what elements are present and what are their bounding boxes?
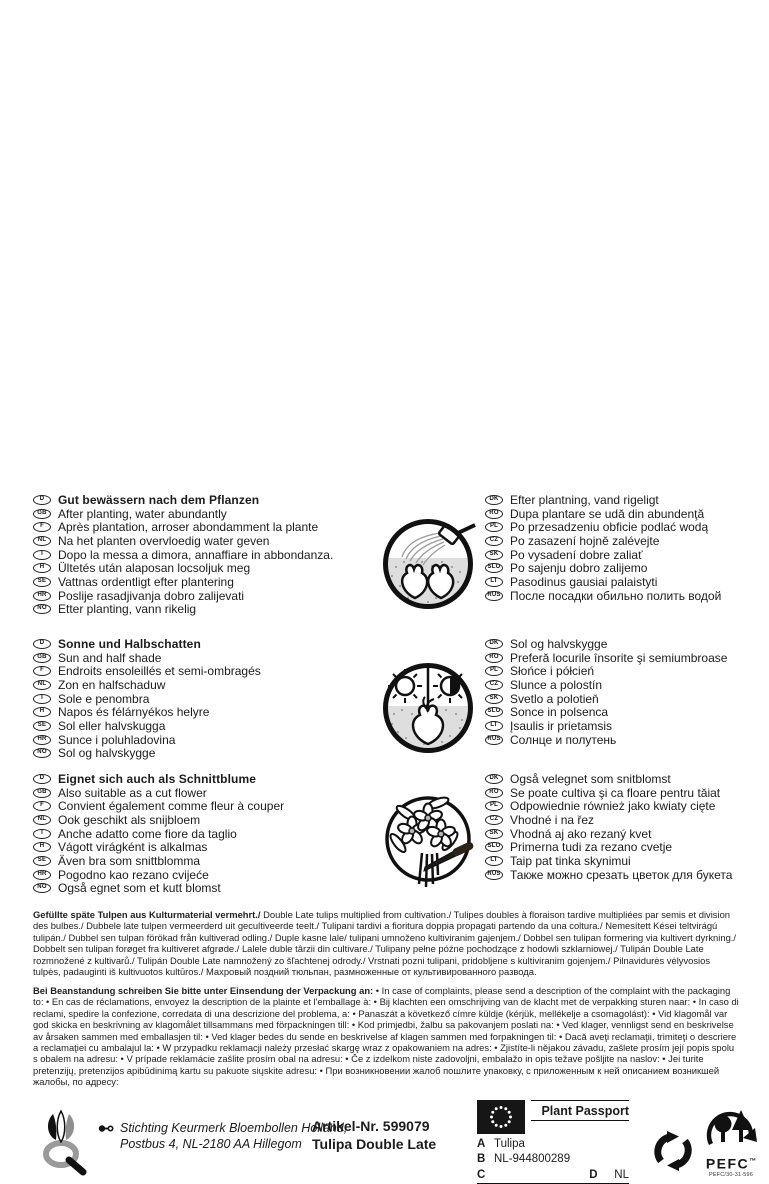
instruction-text: Zon en halfschaduw	[58, 677, 166, 692]
instruction-text: Pogodno kao rezano cvijeće	[58, 867, 209, 882]
brand-address-line2: Postbus 4, NL-2180 AA Hillegom	[120, 1137, 302, 1151]
language-badge: SLO	[485, 707, 503, 717]
language-badge: H	[33, 563, 51, 573]
pefc-trademark: ™	[749, 1158, 757, 1165]
language-column-left	[33, 637, 371, 760]
passport-value-d: NL	[614, 1168, 629, 1181]
instruction-line	[485, 589, 745, 603]
instruction-line	[485, 678, 745, 692]
sun-half-shade-icon	[378, 656, 478, 756]
instruction-text: Sunce i poluhladovina	[58, 732, 176, 747]
instruction-line	[485, 493, 745, 507]
instruction-text: Ültetés után alaposan locsoljuk meg	[58, 561, 251, 576]
instruction-line	[33, 548, 371, 562]
language-badge: NL	[33, 815, 51, 825]
instruction-line	[33, 854, 371, 868]
instruction-text: Sonne und Halbschatten	[58, 636, 201, 651]
instruction-text: Napos és félárnyékos helyre	[58, 705, 210, 720]
language-column-left	[33, 493, 371, 616]
language-badge: SE	[33, 577, 51, 587]
instruction-section-cut-flower	[33, 772, 745, 895]
instruction-line	[33, 561, 371, 575]
instruction-text: Po przesadzeniu obficie podlać wodą	[510, 520, 709, 535]
instruction-line	[485, 651, 745, 665]
instruction-text: Taip pat tinka skynimui	[510, 853, 631, 868]
instruction-text: Sonce in polsenca	[510, 705, 609, 720]
recycling-icon	[652, 1130, 694, 1177]
instruction-line	[33, 868, 371, 882]
instruction-text: After planting, water abundantly	[58, 506, 227, 521]
pictogram-box	[371, 637, 485, 760]
watering-icon	[378, 512, 478, 612]
instruction-text: Efter plantning, vand rigeligt	[510, 492, 659, 507]
language-badge: GB	[33, 788, 51, 798]
instruction-text: Also suitable as a cut flower	[58, 785, 207, 800]
instruction-line	[33, 507, 371, 521]
pictogram-box	[371, 493, 485, 616]
instruction-text: Vhodné i na řez	[510, 812, 595, 827]
instruction-line	[485, 561, 745, 575]
pefc-logo	[698, 1104, 764, 1178]
instruction-line	[33, 882, 371, 896]
instruction-line	[33, 651, 371, 665]
instruction-text: Odpowiednie również jako kwiaty cięte	[510, 799, 716, 814]
instruction-line	[485, 772, 745, 786]
instruction-text: Slunce a polostín	[510, 677, 603, 692]
instruction-text: Также можно срезать цветок для букета	[510, 867, 733, 882]
language-badge: PL	[485, 801, 503, 811]
language-badge: LT	[485, 721, 503, 731]
instruction-text: Après plantation, arroser abondamment la plante	[58, 520, 319, 535]
instruction-text: Sol eller halvskugga	[58, 718, 166, 733]
language-badge: H	[33, 842, 51, 852]
instruction-line	[485, 520, 745, 534]
language-column-right	[485, 772, 745, 895]
instruction-line	[33, 705, 371, 719]
plant-passport-title: Plant Passport	[541, 1103, 629, 1118]
instruction-line	[33, 493, 371, 507]
language-badge: HR	[33, 591, 51, 601]
instruction-line	[485, 786, 745, 800]
instruction-text: Anche adatto come fiore da taglio	[58, 826, 237, 841]
language-badge: NL	[33, 536, 51, 546]
instruction-text: Convient également comme fleur à couper	[58, 799, 285, 814]
instruction-text: Dopo la messa a dimora, annaffiare in abbondanza.	[58, 547, 334, 562]
instruction-text: Sole e penombra	[58, 691, 150, 706]
complaints-note-text: • In case of complaints, please send a description of the complaint with the packaging to: • En cas de réclamations, envoyez la description de la plainte et l'emballage à: • Bij klachten een omschrijving van de klacht met de verpakking sturen naar: • In caso di reclami, spedire la confezione, corredata di una descrizione del problema, a: • Panaszát a következő címre küldje (kérjük, mellékelje a csomagolást): • Vid klagomål var god skicka en beskrivning av klagomålet tillsammans med förpackningen till: • Kod primjedbi, žalbu sa pakovanjem poslati na: • Ved klager, vennligst send en beskrivelse av årsaken sammen med emballasjen til: • Ved klager bedes du sende en beskrivelse af klagen sammen med forpakningen til: • Dacă aveţi reclamaţii, trimiteţi o descriere a reclamaţiei cu ambalajul la: • W przypadku reklamacji należy przesłać skargę wraz z opakowaniem na adres: • Zjistíte-li nějakou závadu, zašlete prosím její popis spolu s obalem na adresu: • V prípade reklamácie zašlite prosím obal na adresu: • Če z izdelkom niste zadovoljni, embalažo in opis težave pošljite na naslov: • Jei turite pretenzijų, pretenzijos apibūdinimą kartu su pakuote siųskite adresu: • При возникновении жалоб пошлите упаковку, с приложенным к ней описанием возникшей жалобы, по адресу:	[33, 985, 739, 1088]
language-column-left	[33, 772, 371, 895]
instruction-text: Primerna tudi za rezano cvetje	[510, 840, 673, 855]
complaints-note-lead: Bei Beanstandung schreiben Sie bitte unter Einsendung der Verpackung an:	[33, 985, 374, 996]
instruction-line	[33, 664, 371, 678]
instruction-text: Også egnet som et kutt blomst	[58, 881, 221, 896]
language-badge: F	[33, 666, 51, 676]
instruction-line	[33, 840, 371, 854]
footer	[0, 1098, 769, 1181]
instruction-line	[33, 799, 371, 813]
passport-label-b: B	[477, 1153, 486, 1165]
language-badge: CZ	[485, 536, 503, 546]
instruction-text: Även bra som snittblomma	[58, 853, 201, 868]
language-badge: SK	[485, 550, 503, 560]
instruction-line	[33, 678, 371, 692]
language-badge: LT	[485, 577, 503, 587]
language-badge: SLO	[485, 563, 503, 573]
instruction-line	[485, 854, 745, 868]
instruction-line	[33, 589, 371, 603]
instruction-text: Preferă locurile însorite şi semiumbroase	[510, 650, 728, 665]
language-badge: H	[33, 707, 51, 717]
passport-label-d: D	[589, 1168, 598, 1181]
instruction-line	[485, 507, 745, 521]
language-badge: DK	[485, 495, 503, 505]
instruction-text: Sol og halvskygge	[510, 636, 608, 651]
instruction-text: Vhodná aj ako rezaný kvet	[510, 826, 652, 841]
instruction-line	[485, 705, 745, 719]
instruction-text: Vágott virágként is alkalmas	[58, 840, 208, 855]
language-badge: SK	[485, 829, 503, 839]
language-badge: NO	[33, 604, 51, 614]
language-badge: RUS	[485, 591, 503, 601]
complaints-note	[33, 985, 739, 1088]
instruction-line	[33, 692, 371, 706]
instruction-text: Etter planting, vann rikelig	[58, 602, 197, 617]
language-badge: LT	[485, 856, 503, 866]
language-badge: SE	[33, 721, 51, 731]
instruction-text: Også velegnet som snitblomst	[510, 771, 671, 786]
instruction-line	[485, 799, 745, 813]
instruction-section-sun	[33, 637, 745, 760]
instruction-line	[485, 692, 745, 706]
instruction-text: Vattnas ordentligt efter plantering	[58, 574, 234, 589]
language-badge: DK	[485, 774, 503, 784]
passport-row-b	[477, 1153, 629, 1165]
instruction-line	[33, 747, 371, 761]
instruction-line	[33, 827, 371, 841]
language-column-right	[485, 493, 745, 616]
instruction-section-watering	[33, 493, 745, 616]
instruction-text: Endroits ensoleillés et semi-ombragés	[58, 664, 261, 679]
instruction-line	[33, 575, 371, 589]
propagation-note	[33, 909, 739, 977]
language-badge: RUS	[485, 870, 503, 880]
instruction-line	[33, 719, 371, 733]
pictogram-box	[371, 772, 485, 895]
instruction-text: Įsaulis ir prietamsis	[510, 718, 613, 733]
instruction-text: Po vysadení dobre zaliať	[510, 547, 643, 562]
instruction-line	[485, 827, 745, 841]
instruction-text: Se poate cultiva şi ca floare pentru tăiat	[510, 785, 721, 800]
instruction-text: Pasodinus gausiai palaistyti	[510, 574, 658, 589]
language-badge: F	[33, 801, 51, 811]
pefc-code: PEFC/30-31-596	[708, 1171, 754, 1178]
instruction-line	[33, 603, 371, 617]
language-badge: NO	[33, 883, 51, 893]
instruction-text: Солнце и полутень	[510, 732, 617, 747]
propagation-note-lead: Gefüllte späte Tulpen aus Kulturmaterial vermehrt./	[33, 909, 261, 920]
language-badge: I	[33, 550, 51, 560]
language-badge: PL	[485, 666, 503, 676]
language-badge: D	[33, 495, 51, 505]
language-badge: D	[33, 639, 51, 649]
language-badge: CZ	[485, 815, 503, 825]
instruction-line	[33, 772, 371, 786]
language-badge: RO	[485, 653, 503, 663]
language-badge: NL	[33, 680, 51, 690]
propagation-note-text: Double Late tulips multiplied from cultivation./ Tulipes doubles à floraison tardive multipliées par semis et division des bulbes./ Dubbele late tulpen vermeerderd uit gecultiveerde teelt./ Tulipani tardivi a fioritura doppia propagati partendo da una coltura./ Nemesített Kései teltvirágú tulipán./ Dubbel sen tulpan förökad från kultiverad odling./ Duple kasne lale/ tulipani umnoženo kultiviranim gajenjem./ Dobbel sen tulipan formering via kultivert dyrkning./ Dobbelt sen tulipan forøget fra kultiveret afgrøde./ Lalele duble târzii din cultivare./ Tulipany pełne późne pochodzące z hodowli szklarniowej./ Tulipán Double Late rozmnožené z kultivarů./ Tulipán Double Late namnožený zo šľachtenej odrody./ Vrstnati pozni tulipani, pridobljene s kultiviranim gojenjem./ Pilnavidurės vėlyvosios tulpės, padauginti iš kultivuotos kultūros./ Махровый поздний тюльпан, размноженные от культивированного развода.	[33, 909, 736, 978]
product-name: Tulipa Double Late	[312, 1135, 437, 1152]
passport-value-a: Tulipa	[494, 1137, 525, 1150]
language-badge: DK	[485, 639, 503, 649]
instruction-line	[485, 548, 745, 562]
language-badge: HR	[33, 735, 51, 745]
instruction-text: Słońce i półcień	[510, 664, 595, 679]
instruction-line	[485, 664, 745, 678]
language-badge: RO	[485, 509, 503, 519]
plant-passport	[477, 1100, 629, 1184]
brand-address-line1: Stichting Keurmerk Bloembollen Holland,	[120, 1121, 348, 1135]
instruction-line	[33, 733, 371, 747]
passport-row-a	[477, 1138, 629, 1150]
language-badge: SLO	[485, 842, 503, 852]
instruction-text: После посадки обильно полить водой	[510, 588, 722, 603]
instruction-line	[33, 813, 371, 827]
instruction-text: Po zasazení hojně zalévejte	[510, 533, 660, 548]
language-badge: GB	[33, 653, 51, 663]
language-badge: D	[33, 774, 51, 784]
language-badge: F	[33, 522, 51, 532]
cut-flower-icon	[378, 791, 478, 891]
instruction-line	[485, 733, 745, 747]
instruction-line	[33, 637, 371, 651]
instruction-line	[485, 534, 745, 548]
instruction-text: Ook geschikt als snijbloem	[58, 812, 201, 827]
language-badge: RO	[485, 788, 503, 798]
instruction-line	[485, 868, 745, 882]
instruction-text: Eignet sich auch als Schnittblume	[58, 771, 257, 786]
instruction-text: Gut bewässern nach dem Pflanzen	[58, 492, 260, 507]
article-number: Artikel-Nr. 599079	[312, 1118, 430, 1134]
language-badge: SK	[485, 694, 503, 704]
passport-label-a: A	[477, 1137, 486, 1150]
instruction-line	[485, 840, 745, 854]
keurmerk-logo	[33, 1110, 91, 1181]
instruction-text: Poslije rasadjivanja dobro zalijevati	[58, 588, 245, 603]
language-badge: SE	[33, 856, 51, 866]
instruction-line	[33, 520, 371, 534]
brand-address	[98, 1120, 347, 1152]
instruction-text: Na het planten overvloedig water geven	[58, 533, 270, 548]
eu-flag-icon	[477, 1100, 525, 1134]
passport-label-c: C	[477, 1168, 486, 1181]
language-badge: CZ	[485, 680, 503, 690]
language-badge: PL	[485, 522, 503, 532]
passport-row-cd	[477, 1169, 629, 1184]
key-icon	[98, 1124, 114, 1133]
instruction-text: Sun and half shade	[58, 650, 162, 665]
pefc-label: PEFC™	[705, 1155, 757, 1172]
instruction-line	[485, 637, 745, 651]
instruction-line	[33, 786, 371, 800]
language-badge: NO	[33, 748, 51, 758]
language-badge: RUS	[485, 735, 503, 745]
instruction-text: Svetlo a polotieň	[510, 691, 599, 706]
pefc-trees-icon	[699, 1104, 763, 1150]
passport-value-b: NL-944800289	[494, 1153, 571, 1165]
instruction-line	[485, 719, 745, 733]
instruction-line	[33, 534, 371, 548]
instruction-text: Dupa plantare se udă din abundenţă	[510, 506, 705, 521]
article-block	[312, 1118, 436, 1153]
instruction-text: Po sajenju dobro zalijemo	[510, 561, 648, 576]
language-badge: HR	[33, 870, 51, 880]
instruction-line	[485, 813, 745, 827]
language-badge: I	[33, 829, 51, 839]
language-badge: GB	[33, 509, 51, 519]
instruction-text: Sol og halvskygge	[58, 746, 156, 761]
instruction-line	[485, 575, 745, 589]
language-column-right	[485, 637, 745, 760]
language-badge: I	[33, 694, 51, 704]
